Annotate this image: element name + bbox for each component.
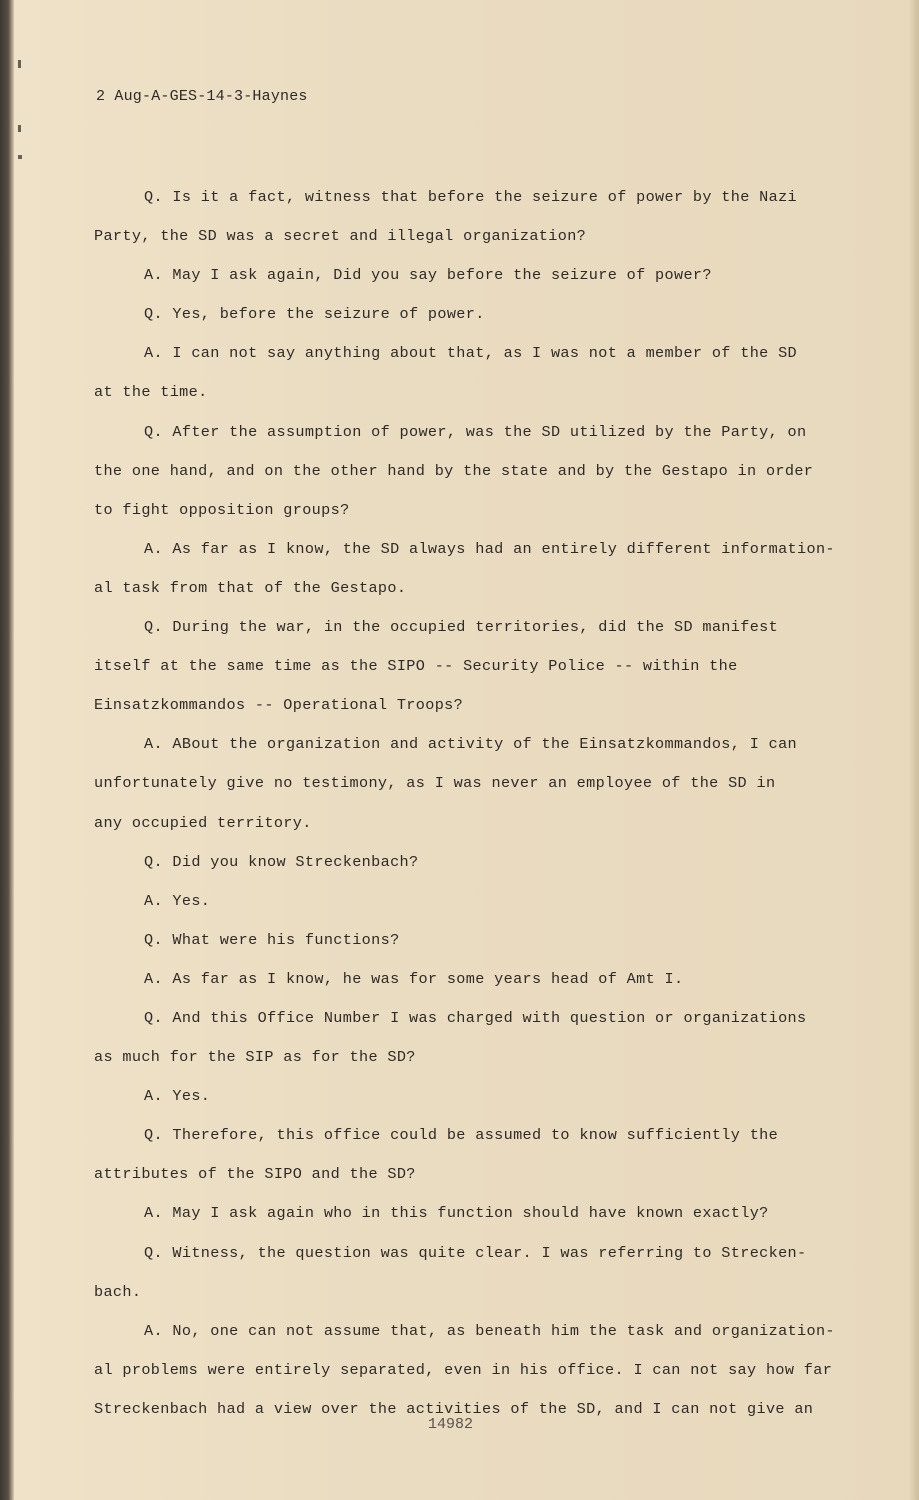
- transcript-line: Q. During the war, in the occupied territories, did the SD manifest: [144, 618, 779, 637]
- transcript-line: A. As far as I know, he was for some years head of Amt I.: [144, 969, 684, 988]
- transcript-line: al problems were entirely separated, even in his office. I can not say how far: [94, 1360, 833, 1379]
- page-number: 14982: [428, 1416, 474, 1433]
- transcript-line: Q. What were his functions?: [144, 930, 400, 949]
- transcript-line: A. As far as I know, the SD always had an entirely different information-: [144, 539, 835, 558]
- transcript-line: bach.: [94, 1282, 142, 1301]
- transcript-line: Einsatzkommandos -- Operational Troops?: [94, 696, 464, 715]
- transcript-line: A. May I ask again, Did you say before the seizure of power?: [144, 266, 712, 285]
- transcript-line: Q. Did you know Streckenbach?: [144, 852, 419, 871]
- transcript-line: A. ABout the organization and activity of the Einsatzkommandos, I can: [144, 735, 798, 754]
- transcript-line: al task from that of the Gestapo.: [94, 578, 407, 597]
- transcript-line: Streckenbach had a view over the activities of the SD, and I can not give an: [94, 1399, 814, 1418]
- transcript-line: at the time.: [94, 383, 208, 402]
- transcript-line: Party, the SD was a secret and illegal organization?: [94, 227, 587, 246]
- transcript-line: attributes of the SIPO and the SD?: [94, 1165, 416, 1184]
- transcript-line: Q. Witness, the question was quite clear. I was referring to Strecken-: [144, 1243, 807, 1262]
- transcript-line: A. No, one can not assume that, as beneath him the task and organization-: [144, 1321, 835, 1340]
- transcript-line: as much for the SIP as for the SD?: [94, 1048, 416, 1067]
- transcript-body: [94, 178, 864, 1429]
- transcript-line: Q. Is it a fact, witness that before the seizure of power by the Nazi: [144, 188, 798, 206]
- transcript-line: to fight opposition groups?: [94, 500, 350, 519]
- transcript-line: A. Yes.: [144, 1087, 211, 1106]
- page-edge: [909, 0, 919, 1500]
- transcript-line: any occupied territory.: [94, 813, 312, 832]
- transcript-line: the one hand, and on the other hand by the state and by the Gestapo in order: [94, 461, 814, 480]
- transcript-line: Q. Yes, before the seizure of power.: [144, 305, 485, 324]
- transcript-line: Q. Therefore, this office could be assumed to know sufficiently the: [144, 1126, 779, 1145]
- document-header: 2 Aug-A-GES-14-3-Haynes: [96, 88, 308, 105]
- transcript-line: A. Yes.: [144, 891, 211, 910]
- transcript-line: itself at the same time as the SIPO -- Security Police -- within the: [94, 657, 738, 676]
- transcript-line: A. I can not say anything about that, as I was not a member of the SD: [144, 344, 798, 363]
- margin-mark: [18, 60, 21, 68]
- transcript-line: Q. And this Office Number I was charged with question or organizations: [144, 1008, 807, 1027]
- transcript-line: unfortunately give no testimony, as I was never an employee of the SD in: [94, 774, 776, 793]
- transcript-line: A. May I ask again who in this function should have known exactly?: [144, 1204, 769, 1223]
- binding-edge: [0, 0, 14, 1500]
- margin-mark: [18, 125, 21, 132]
- margin-mark: [18, 155, 22, 159]
- transcript-line: Q. After the assumption of power, was the SD utilized by the Party, on: [144, 422, 807, 441]
